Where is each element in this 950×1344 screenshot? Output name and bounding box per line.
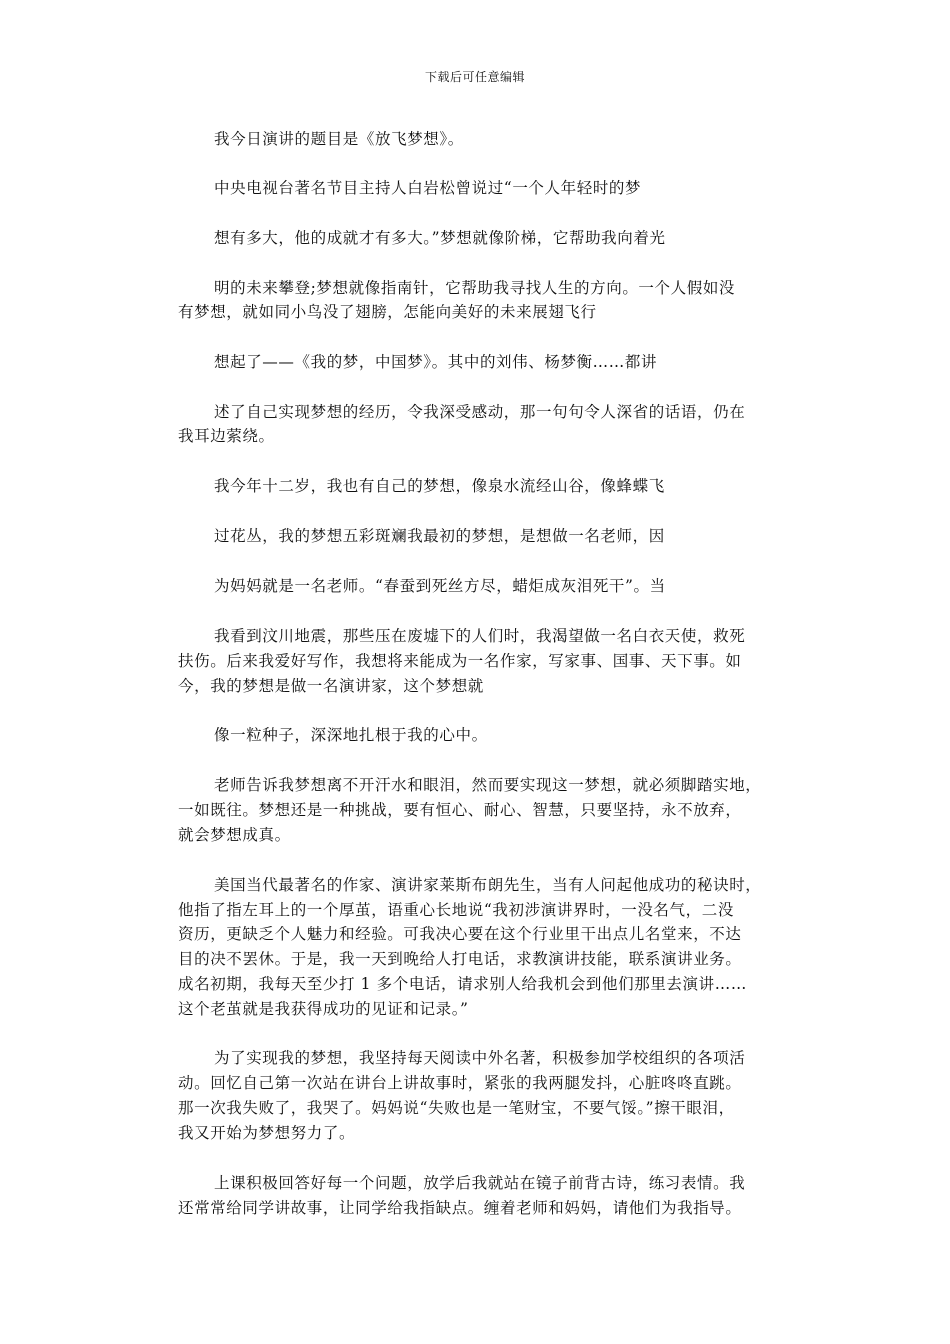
text-line: 述了自己实现梦想的经历，令我深受感动，那一句句令人深省的话语，仍在 <box>214 403 746 421</box>
text-line: 他指了指左耳上的一个厚茧，语重心长地说“我初涉演讲界时，一没名气，二没 <box>178 901 734 919</box>
text-line: 我今年十二岁，我也有自己的梦想，像泉水流经山谷，像蜂蝶飞 <box>214 477 665 495</box>
text-line: 成名初期，我每天至少打 1 多个电话，请求别人给我机会到他们那里去演讲…… <box>178 975 747 993</box>
text-line: 资历，更缺乏个人魅力和经验。可我决心要在这个行业里干出点儿名堂来，不达 <box>178 925 742 943</box>
text-line: 一如既往。梦想还是一种挑战，要有恒心、耐心、智慧，只要坚持，永不放弃， <box>178 801 742 819</box>
text-line: 老师告诉我梦想离不开汗水和眼泪，然而要实现这一梦想，就必须脚踏实地， <box>214 776 762 794</box>
text-line: 像一粒种子，深深地扎根于我的心中。 <box>214 726 488 744</box>
text-line: 那一次我失败了，我哭了。妈妈说“失败也是一笔财宝，不要气馁。”擦干眼泪， <box>178 1099 735 1117</box>
text-line: 中央电视台著名节目主持人白岩松曾说过“一个人年轻时的梦 <box>214 179 642 197</box>
text-line: 想有多大，他的成就才有多大。”梦想就像阶梯，它帮助我向着光 <box>214 229 666 247</box>
text-line: 为妈妈就是一名老师。“春蚕到死丝方尽，蜡炬成灰泪死干”。当 <box>214 577 666 595</box>
page-header: 下载后可任意编辑 <box>424 70 525 84</box>
text-line: 这个老茧就是我获得成功的见证和记录。” <box>178 1000 469 1018</box>
text-line: 目的决不罢休。于是，我一天到晚给人打电话，求教演讲技能，联系演讲业务。 <box>178 950 742 968</box>
text-line: 我今日演讲的题目是《放飞梦想》。 <box>214 130 464 148</box>
text-line: 过花丛，我的梦想五彩斑斓我最初的梦想，是想做一名老师，因 <box>214 527 665 545</box>
text-line: 扶伤。后来我爱好写作，我想将来能成为一名作家，写家事、国事、天下事。如 <box>178 652 742 670</box>
text-line: 明的未来攀登;梦想就像指南针，它帮助我寻找人生的方向。一个人假如没 <box>214 279 736 297</box>
text-line: 我看到汶川地震，那些压在废墟下的人们时，我渴望做一名白衣天使，救死 <box>214 627 746 645</box>
text-line: 我耳边萦绕。 <box>178 427 275 445</box>
text-line: 想起了——《我的梦，中国梦》。其中的刘伟、杨梦衡……都讲 <box>214 353 658 371</box>
text-line: 动。回忆自己第一次站在讲台上讲故事时，紧张的我两腿发抖，心脏咚咚直跳。 <box>178 1074 742 1092</box>
text-line: 上课积极回答好每一个问题，放学后我就站在镜子前背古诗，练习表情。我 <box>214 1174 746 1192</box>
text-line: 有梦想，就如同小鸟没了翅膀，怎能向美好的未来展翅飞行 <box>178 303 597 321</box>
text-line: 我又开始为梦想努力了。 <box>178 1124 356 1142</box>
text-line: 还常常给同学讲故事，让同学给我指缺点。缠着老师和妈妈，请他们为我指导。 <box>178 1199 742 1217</box>
text-line: 美国当代最著名的作家、演讲家莱斯布朗先生，当有人问起他成功的秘诀时， <box>214 876 762 894</box>
text-line: 为了实现我的梦想，我坚持每天阅读中外名著，积极参加学校组织的各项活 <box>214 1049 746 1067</box>
text-line: 今，我的梦想是做一名演讲家，这个梦想就 <box>178 677 484 695</box>
text-line: 就会梦想成真。 <box>178 826 291 844</box>
